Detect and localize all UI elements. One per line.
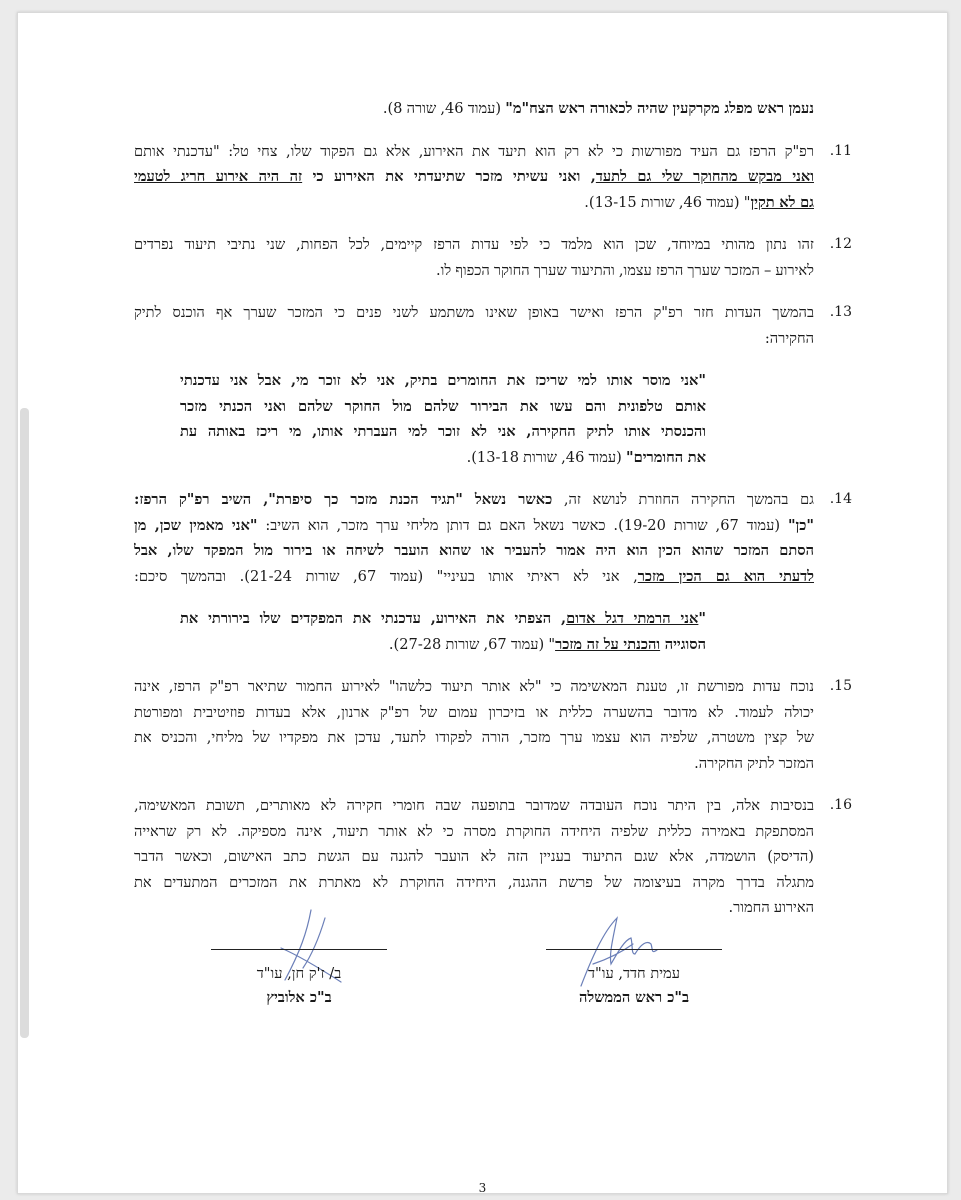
paragraph-11: [134, 139, 852, 216]
paragraph-line: יכולה לעמוד. לא מדובר בהשערה כללית או בזיכרון עמום של רפ"ק ארנון, אלא בעדות פוזיטיבית ומפורטת: [134, 703, 814, 721]
paragraph-number: .13: [829, 304, 852, 320]
signature-block-left: [211, 949, 387, 1010]
quote-line: הסוגייה והכנתי על זה מזכר" (עמוד 67, שורות 27-28).: [388, 635, 706, 653]
signer-role: ב"כ אלוביץ: [266, 989, 332, 1006]
paragraph-12: [134, 232, 852, 283]
paragraph-line: של קצין משטרה, שלפיה הוא עצמו ערך מזכר, הורה לפקודו לתעד, עדכן את מפקדיו של מליחי, והכניס את: [134, 729, 814, 746]
block-quote-2: [134, 606, 814, 657]
quote-line: אותם טלפונית והם עשו את הבירור שלהם מול החוקר שלהם ואני הכנתי מזכר: [180, 397, 706, 415]
paragraph-line: לאירוע – המזכר שערך הרפז עצמו, והתיעוד שערך החוקר הכפוף לו.: [435, 261, 814, 279]
signature-line: [546, 949, 722, 950]
paragraph-line: זהו נתון מהותי במיוחד, שכן הוא מלמד כי לפי עדות הרפז קיימים, לכל הפחות, שני נתיבי תיעוד נפרדים: [134, 236, 814, 253]
signer-name: ב/ ז'ק חן, עו"ד: [256, 965, 342, 982]
paragraph-line: בהמשך העדות חזר רפ"ק הרפז ואישר באופן שאינו משתמע לשני פנים כי המזכר שערך אף הוכנס לתיק: [134, 304, 814, 321]
paragraph-line: המזכר לתיק החקירה.: [694, 754, 814, 772]
paragraph-14: [134, 487, 852, 589]
quote-line: "אני הרמתי דגל אדום, הצפתי את האירוע, עדכנתי את המפקדים שלו בירורתי את: [180, 610, 706, 627]
paragraph-line: ואני מבקש מהחוקר שלי גם לתעד, ואני עשיתי מזכר שתיעדתי את האירוע כי זה היה אירוע חריג לטעמי: [134, 168, 814, 185]
signature-line: [211, 949, 387, 950]
paragraph-13: [134, 300, 852, 351]
paragraph-line: לדעתי הוא גם הכין מזכר, אני לא ראיתי אותו בעיניי" (עמוד 67, שורות 21-24). ובהמשך סיכם:: [134, 567, 814, 585]
signature-area: [18, 908, 947, 1018]
quote-line: והכנסתי אותו לתיק החקירה, אני לא זוכר למי העברתי אותו, מי ריכז באותה עת: [180, 423, 706, 440]
quote-line: את החומרים" (עמוד 46, שורות 13-18).: [466, 448, 706, 466]
paragraph-line: החקירה:: [764, 329, 814, 347]
paragraph-number: .14: [829, 491, 852, 507]
paragraph-line: גם בהמשך החקירה החוזרת לנושא זה, כאשר נשאל "תגיד הכנת מזכר כך סיפרת", השיב רפ"ק הרפז:: [134, 491, 814, 508]
paragraph-line: "כן" (עמוד 67, שורות 19-20). כאשר נשאל האם גם דותן מליחי ערך מזכר, הוא השיב: "אני מאמין שכן, מן: [134, 516, 814, 534]
intro-plain-text: (עמוד 46, שורה 8).: [382, 100, 506, 117]
paragraph-line: בנסיבות אלה, בין היתר נוכח העובדה שמדובר בתופעה שבה חומרי חקירה לא מאותרים, תשובת המאשימה,: [134, 797, 814, 814]
paragraph-line: מתגלה בדרך מקרה בעיצומה של פרשת ההגנה, היחידה החוקרת לא מאתרת את המזכרים המתעדים את: [134, 873, 814, 891]
paragraph-line: הסתם המזכר שהוא הכין הוא היה אמור להעביר או שהוא הועבר לשיחה או בירור מול המפקד שלו, אבל: [134, 542, 814, 559]
paragraph-line: נוכח עדות מפורשת זו, טענת המאשימה כי "לא אותר תיעוד כלשהו" לאירוע החמור שתיאר רפ"ק הרפז, אינה: [134, 678, 814, 695]
paragraph-number: .11: [829, 142, 852, 159]
paragraph-number: .12: [829, 236, 852, 252]
paragraph-15: [134, 674, 852, 776]
quote-line: "אני מוסר אותו למי שריכז את החומרים בתיק, אני לא זוכר מי, אבל אני עדכנתי: [180, 372, 706, 389]
paragraph-line: האירוע החמור.: [728, 899, 814, 916]
intro-bold-text: נעמן ראש מפלג מקרקעין שהיה לכאורה ראש הצח"מ": [505, 100, 814, 117]
paragraph-line: רפ"ק הרפז גם העיד מפורשות כי לא רק הוא תיעד את האירוע, אלא גם הפקוד שלו, צחי טל: "עדכנתי אותם: [134, 142, 814, 160]
intro-line: [134, 96, 814, 122]
paragraph-16: [134, 793, 852, 921]
signer-name: עמית חדד, עו"ד: [588, 965, 680, 982]
paragraph-number: .16: [829, 797, 852, 813]
paragraph-line: גם לא תקין" (עמוד 46, שורות 13-15).: [584, 193, 814, 211]
paragraph-number: .15: [829, 678, 852, 694]
signer-role: ב"כ ראש הממשלה: [578, 989, 690, 1006]
document-body: [134, 96, 852, 938]
paragraph-line: המסתפקת באמירה כללית שלפיה היחידה החוקרת מסרה כי לא אותר תיעוד, אינה מספיקה. לא רק שראייה: [134, 822, 814, 840]
paragraph-line: (הדיסק) הושמדה, אלא שגם התיעוד בעניין הזה לא הועבר להגנה עם הגשת כתב האישום, וכאשר הדבר: [134, 848, 814, 865]
block-quote-1: [134, 368, 814, 470]
document-page: [17, 12, 948, 1194]
page-number: 3: [478, 1181, 487, 1194]
signature-block-right: [546, 949, 722, 1010]
